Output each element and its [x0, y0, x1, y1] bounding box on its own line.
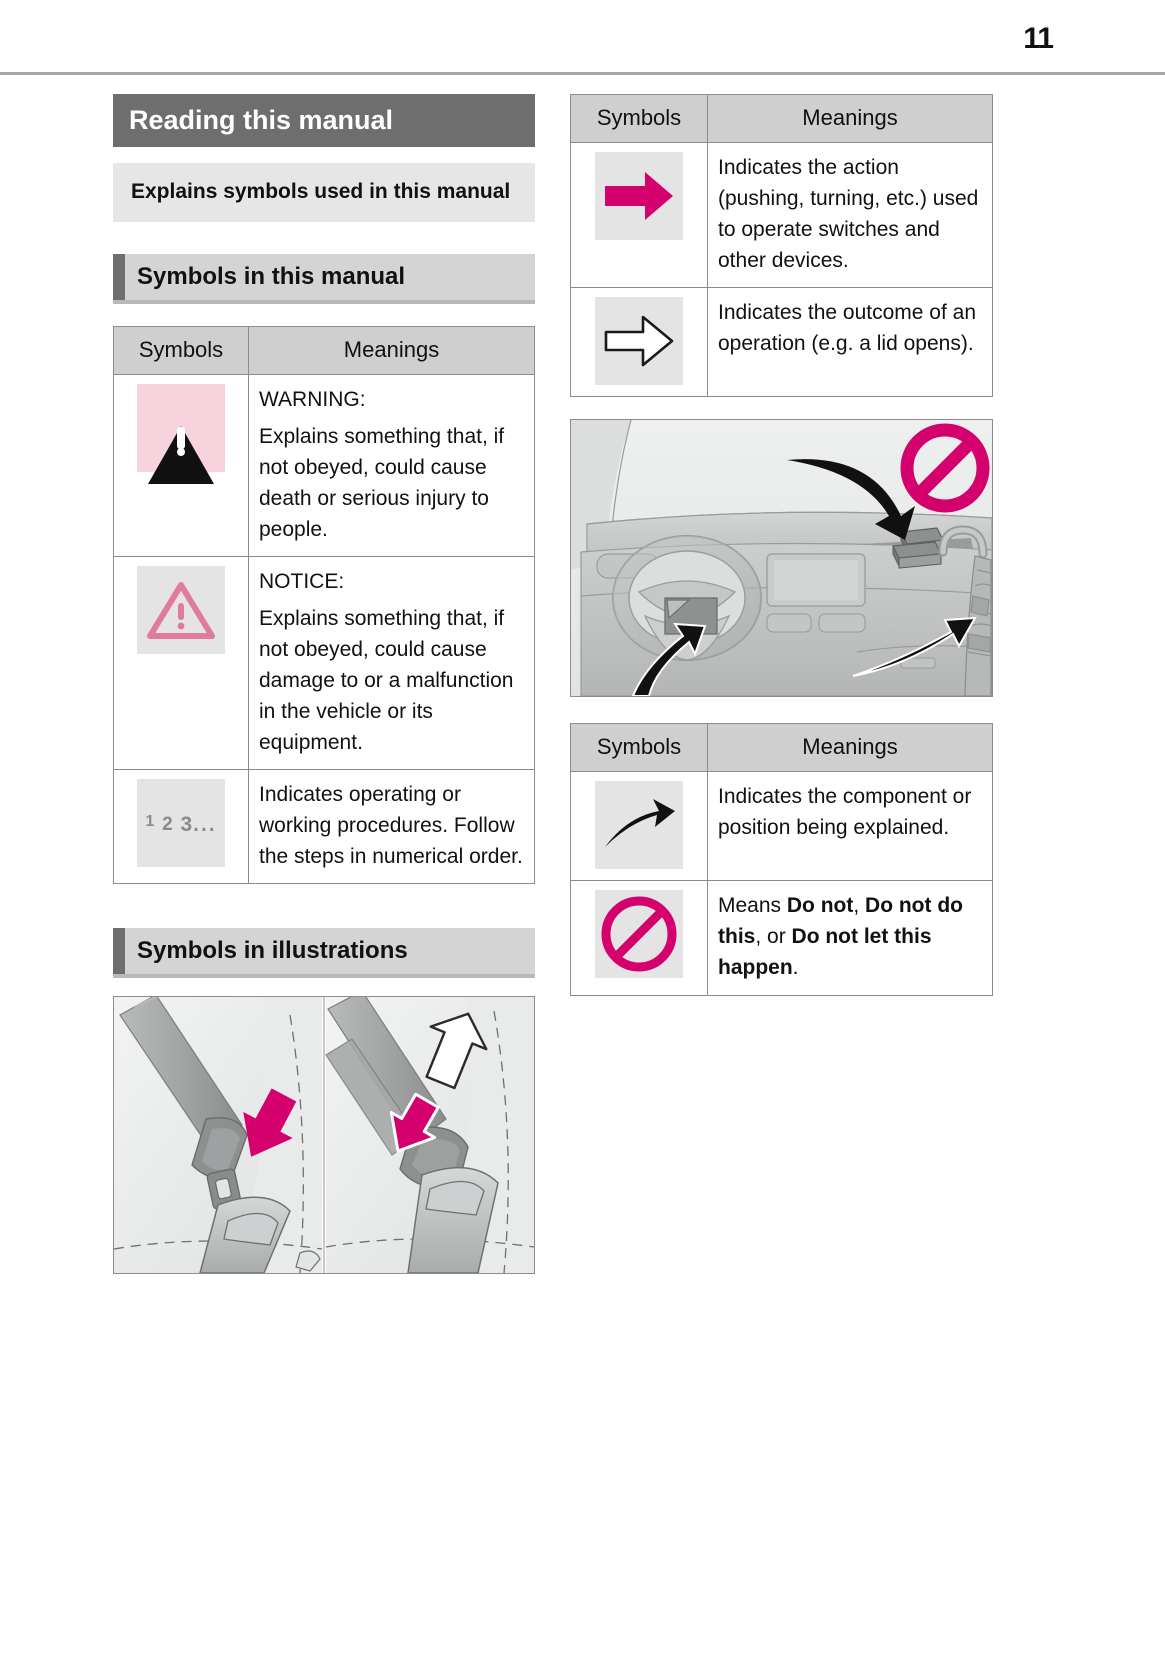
heading-tab-marker — [113, 928, 125, 974]
page-number: 11 — [1023, 22, 1053, 55]
numbered-steps-label: $^1$ 2 3... — [145, 813, 217, 836]
table-header-row — [114, 327, 535, 375]
white-outline-right-arrow-icon — [595, 297, 683, 385]
black-swoosh-arrow-icon — [595, 781, 683, 869]
numbered-steps-icon — [137, 779, 225, 867]
notice-title: NOTICE: — [259, 570, 345, 593]
prohibition-circle-icon — [595, 890, 683, 978]
cell-symbol-action-arrow — [571, 143, 708, 288]
col-header-symbols: Symbols — [114, 327, 249, 375]
table-row — [114, 375, 535, 557]
table-row — [571, 772, 993, 881]
cell-symbol-outcome-arrow — [571, 288, 708, 397]
table-row — [571, 288, 993, 397]
section-banner-title: Reading this manual — [113, 94, 535, 147]
table-row — [571, 143, 993, 288]
warning-text: Explains something that, if not obeyed, could cause death or serious injury to people. — [259, 425, 505, 541]
col-header-meanings: Meanings — [708, 95, 993, 143]
cell-meaning-outcome: Indicates the outcome of an operation (e.g. a lid opens). — [708, 288, 993, 397]
warning-triangle-icon — [137, 384, 225, 472]
intro-box: Explains symbols used in this manual — [113, 163, 535, 222]
table-row — [571, 881, 993, 996]
magenta-solid-right-arrow-icon — [595, 152, 683, 240]
numbered-steps-text: Indicates operating or working procedures. Follow the steps in numerical order. — [259, 783, 523, 868]
cell-meaning-notice — [249, 557, 535, 770]
cell-meaning-component: Indicates the component or position being explained. — [708, 772, 993, 881]
cell-symbol-component-arrow — [571, 772, 708, 881]
table-row — [114, 770, 535, 884]
seatbelt-buckle-illustration — [113, 996, 535, 1274]
col-header-meanings: Meanings — [708, 724, 993, 772]
cell-symbol-numbered-steps — [114, 770, 249, 884]
col-header-symbols: Symbols — [571, 95, 708, 143]
symbols-in-manual-table — [113, 326, 535, 884]
heading-label: Symbols in this manual — [137, 263, 406, 290]
col-header-meanings: Meanings — [249, 327, 535, 375]
warning-title: WARNING: — [259, 388, 366, 411]
right-column — [570, 94, 993, 996]
cell-symbol-prohibition — [571, 881, 708, 996]
cell-symbol-notice — [114, 557, 249, 770]
symbols-actions-table — [570, 94, 993, 397]
notice-triangle-icon — [137, 566, 225, 654]
header-rule — [0, 72, 1165, 75]
heading-symbols-in-this-manual — [113, 254, 535, 300]
cell-symbol-warning — [114, 375, 249, 557]
table-header-row — [571, 95, 993, 143]
prohibition-rich-text: Means Do not, Do not do this, or Do not let this happen. — [718, 894, 963, 979]
table-row — [114, 557, 535, 770]
symbols-illustration-table — [570, 723, 993, 996]
cell-meaning-warning — [249, 375, 535, 557]
cell-meaning-action: Indicates the action (pushing, turning, etc.) used to operate switches and other devices. — [708, 143, 993, 288]
cell-meaning-prohibition — [708, 881, 993, 996]
heading-label: Symbols in illustrations — [137, 937, 408, 964]
heading-tab-marker — [113, 254, 125, 300]
col-header-symbols: Symbols — [571, 724, 708, 772]
notice-text: Explains something that, if not obeyed, could cause damage to or a malfunction in the vehicle or its equipment. — [259, 607, 514, 754]
cell-meaning-numbered-steps — [249, 770, 535, 884]
heading-symbols-in-illustrations — [113, 928, 535, 974]
dashboard-do-not-place-objects-illustration — [570, 419, 993, 697]
left-column — [113, 94, 535, 1274]
table-header-row — [571, 724, 993, 772]
